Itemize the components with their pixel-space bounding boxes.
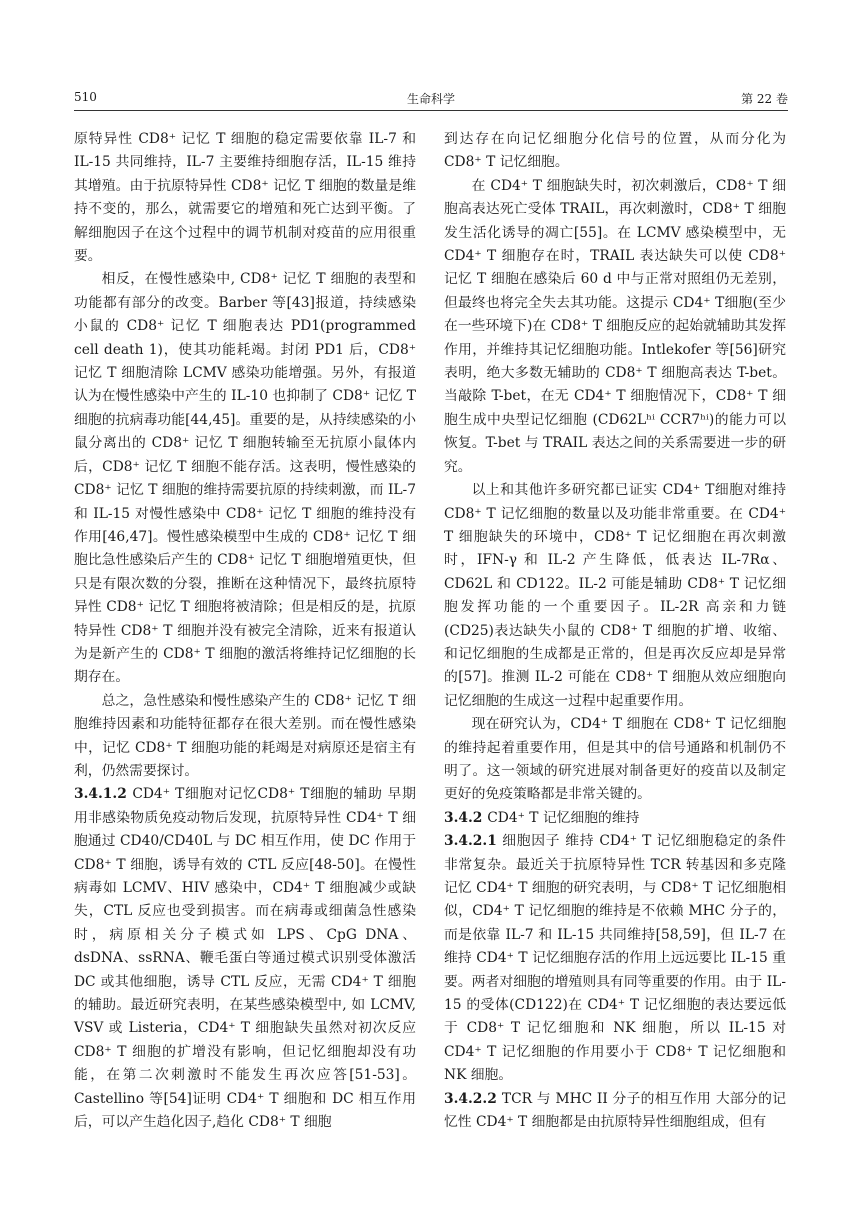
section-title: TCR 与 MHC II 分子的相互作用	[501, 1090, 712, 1107]
body-paragraph: 在 CD4⁺ T 细胞缺失时，初次刺激后，CD8⁺ T 细胞高表达死亡受体 TRAIL，再次刺激时，CD8⁺ T 细胞发生活化诱导的凋亡[55]。在 LCMV 感染模型中，无 CD4⁺ T 细胞存在时，TRAIL 表达缺失可以使 CD8⁺ 记忆 T 细胞在感染后 60 d 中与正常对照组仍无差别，但最终也将完全失去其功能。这提示 CD4⁺ T细胞(至少在一些环境下)在 CD8⁺ T 细胞反应的起始就辅助其发挥作用，并维持其记忆细胞功能。Intlekofer 等[56]研究表明，绝大多数无辅助的 CD8⁺ T 细胞高表达 T-bet。当敲除 T-bet，在无 CD4⁺ T 细胞情况下，CD8⁺ T 细胞生成中央型记忆细胞 (CD62Lʰⁱ CCR7ʰⁱ)的能力可以恢复。T-bet 与 TRAIL 表达之间的关系需要进一步的研究。	[444, 177, 786, 475]
volume-label: 第 22 卷	[741, 92, 788, 106]
section-paragraph	[444, 1088, 786, 1135]
section-number: 3.4.2	[444, 809, 488, 826]
body-paragraph: 到达存在向记忆细胞分化信号的位置，从而分化为 CD8⁺ T 记忆细胞。	[444, 131, 786, 171]
running-header	[74, 86, 788, 108]
right-column	[444, 128, 786, 1134]
body-paragraph: 原特异性 CD8⁺ 记忆 T 细胞的稳定需要依靠 IL-7 和 IL-15 共同维持，IL-7 主要维持细胞存活，IL-15 维持其增殖。由于抗原特异性 CD8⁺ 记忆 T 细胞的数量是维持不变的，那么，就需要它的增殖和死亡达到平衡。了解细胞因子在这个过程中的调节机制对疫苗的应用很重要。	[74, 131, 416, 265]
section-title: CD4⁺ T 记忆细胞的维持	[487, 809, 640, 826]
section-title: CD4⁺ T细胞对记忆CD8⁺ T细胞的辅助	[132, 786, 383, 803]
body-paragraph: 以上和其他许多研究都已证实 CD4⁺ T细胞对维持 CD8⁺ T 记忆细胞的数量以及功能非常重要。在 CD4⁺ T 细胞缺失的环境中，CD8⁺ T 记忆细胞在再次刺激时，IFN-γ 和 IL-2 产生降低，低表达 IL-7Rα、CD62L 和 CD122。IL-2 可能是辅助 CD8⁺ T 记忆细胞发挥功能的一个重要因子。IL-2R 高亲和力链 (CD25)表达缺失小鼠的 CD8⁺ T 细胞的扩增、收缩、和记忆细胞的生成都是正常的，但是再次反应却是异常的[57]。推测 IL-2 可能在 CD8⁺ T 细胞从效应细胞向记忆细胞的生成这一过程中起重要作用。	[444, 482, 786, 709]
section-paragraph	[74, 783, 416, 1134]
page-number: 510	[74, 90, 97, 104]
section-body: 维持 CD4⁺ T 记忆细胞稳定的条件非常复杂。最近关于抗原特异性 TCR 转基因和多克隆记忆 CD4⁺ T 细胞的研究表明，与 CD8⁺ T 记忆细胞相似，CD4⁺ T 记忆细胞的维持是不依赖 MHC 分子的，而是依靠 IL-7 和 IL-15 共同维持[58,59]，但 IL-7 在维持 CD4⁺ T 记忆细胞存活的作用上远远要比 IL-15 重要。两者对细胞的增殖则具有同等重要的作用。由于 IL-15 的受体(CD122)在 CD4⁺ T 记忆细胞的表达要远低于 CD8⁺ T 记忆细胞和 NK 细胞，所以 IL-15 对 CD4⁺ T 记忆细胞的作用要小于 CD8⁺ T 记忆细胞和 NK 细胞。	[444, 833, 786, 1084]
body-paragraph: 相反，在慢性感染中, CD8⁺ 记忆 T 细胞的表型和功能都有部分的改变。Barber 等[43]报道，持续感染小鼠的 CD8⁺ 记忆 T 细胞表达 PD1(programmed cell death 1)，使其功能耗竭。封闭 PD1 后，CD8⁺ 记忆 T 细胞清除 LCMV 感染功能增强。另外，有报道认为在慢性感染中产生的 IL-10 也抑制了 CD8⁺ 记忆 T 细胞的抗病毒功能[44,45]。重要的是，从持续感染的小鼠分离出的 CD8⁺ 记忆 T 细胞转输至无抗原小鼠体内后，CD8⁺ 记忆 T 细胞不能存活。这表明，慢性感染的 CD8⁺ 记忆 T 细胞的维持需要抗原的持续刺激，而 IL-7 和 IL-15 对慢性感染中 CD8⁺ 记忆 T 细胞的维持没有作用[46,47]。慢性感染模型中生成的 CD8⁺ 记忆 T 细胞比急性感染后产生的 CD8⁺ 记忆 T 细胞增殖更快，但只是有限次数的分裂，推断在这种情况下，最终抗原特异性 CD8⁺ 记忆 T 细胞将被清除；但是相反的是，抗原特异性 CD8⁺ T 细胞并没有被完全清除，近来有报道认为是新产生的 CD8⁺ T 细胞的激活将维持记忆细胞的长期存在。	[74, 271, 416, 686]
left-column	[74, 128, 416, 1134]
section-number: 3.4.1.2	[74, 786, 133, 803]
section-title: 细胞因子	[502, 833, 561, 850]
section-number: 3.4.2.2	[444, 1090, 502, 1107]
body-paragraph: 总之，急性感染和慢性感染产生的 CD8⁺ 记忆 T 细胞维持因素和功能特征都存在很大差别。而在慢性感染中，记忆 CD8⁺ T 细胞功能的耗竭是对病原还是宿主有利，仍然需要探讨。	[74, 692, 416, 779]
section-body: 大部分的记忆性 CD4⁺ T 细胞都是由抗原特异性细胞组成，但有	[444, 1090, 787, 1131]
section-paragraph	[444, 830, 786, 1087]
section-paragraph	[444, 807, 786, 830]
body-paragraph: 现在研究认为，CD4⁺ T 细胞在 CD8⁺ T 记忆细胞的维持起着重要作用，但是其中的信号通路和机制仍不明了。这一领域的研究进展对制备更好的疫苗以及制定更好的免疫策略都是非常关键的。	[444, 716, 786, 803]
header-rule	[74, 110, 788, 111]
section-body: 早期用非感染物质免疫动物后发现，抗原特异性 CD4⁺ T 细胞通过 CD40/CD40L 与 DC 相互作用，使 DC 作用于 CD8⁺ T 细胞，诱导有效的 CTL 反应[48-50]。在慢性病毒如 LCMV、HIV 感染中，CD4⁺ T 细胞减少或缺失，CTL 反应也受到损害。而在病毒或细菌急性感染时，病原相关分子模式如 LPS、CpG DNA、dsDNA、ssRNA、鞭毛蛋白等通过模式识别受体激活 DC 或其他细胞，诱导 CTL 反应，无需 CD4⁺ T 细胞的辅助。最近研究表明，在某些感染模型中, 如 LCMV, VSV 或 Listeria，CD4⁺ T 细胞缺失虽然对初次反应 CD8⁺ T 细胞的扩增没有影响，但记忆细胞却没有功能，在第二次刺激时不能发生再次应答[51-53]。Castellino 等[54]证明 CD4⁺ T 细胞和 DC 相互作用后，可以产生趋化因子,趋化 CD8⁺ T 细胞	[74, 786, 416, 1131]
section-number: 3.4.2.1	[444, 833, 503, 850]
journal-title: 生命科学	[406, 92, 455, 106]
